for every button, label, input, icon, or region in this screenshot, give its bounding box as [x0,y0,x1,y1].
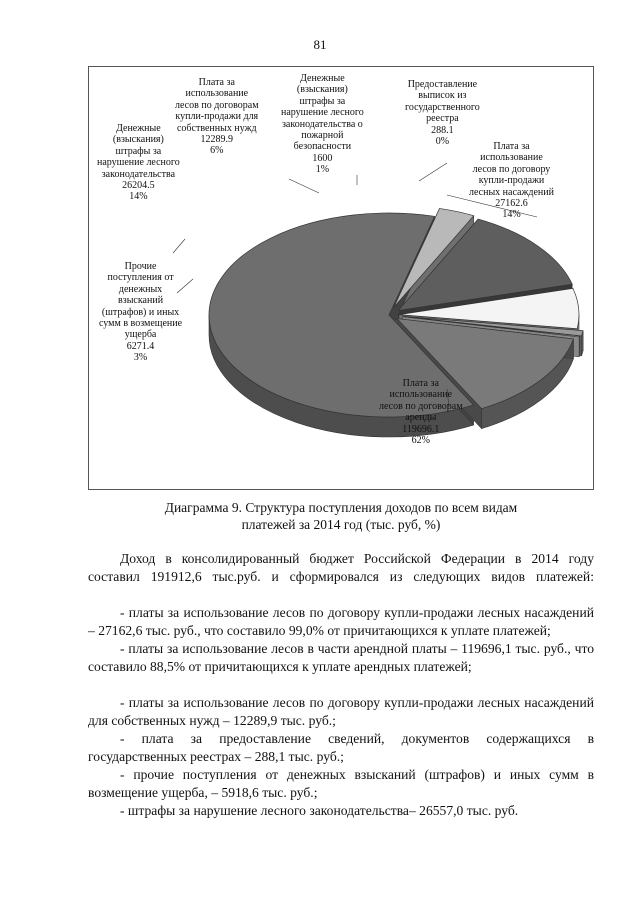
slice-label-line: Плата за [402,378,439,389]
slice-value: 12289.9 [200,134,234,146]
slice-label-line: взысканий [118,295,164,307]
slice-label-other [99,261,182,364]
slice-value: 119696.1 [402,423,440,435]
slice-label-line: Плата за [493,141,530,152]
chart-caption-line1: Диаграмма 9. Структура поступления доходов по всем видам [164,500,518,515]
slice-percent: 62% [411,435,430,447]
slice-label-line: Плата за [198,77,235,88]
slice-label-line: лесных насаждений [469,186,554,198]
slice-label-line: штрафы за [299,95,346,107]
slice-label-line: собственных нужд [176,122,257,134]
slice-label-line: Предоставление [407,79,478,90]
slice-label-line: ущерба [124,329,157,341]
slice-label-line: (взыскания) [296,84,348,96]
slice-label-line: Прочие [124,261,157,272]
slice-percent: 0% [435,136,450,148]
slice-value: 6271.4 [126,340,155,352]
slice-value: 288.1 [431,124,454,136]
slice-label-line: Денежные [300,73,345,84]
leader-line [289,179,319,193]
slice-label-line: нарушение лесного [97,157,180,169]
slice-label-sale [469,141,554,221]
slice-label-lease [379,378,463,446]
chart-caption [88,499,594,533]
slice-label-line: поступления от [107,272,174,284]
paragraph-item-fines: - штрафы за нарушение лесного законодательства– 26557,0 тыс. руб. [120,803,519,818]
paragraph-intro: Доход в консолидированный бюджет Российской Федерации в 2014 году составил 191912,6 тыс.руб. и сформировался из следующих видов платежей: [88,551,594,584]
slice-label-extracts [405,79,480,147]
paragraph-item-extracts: - плата за предоставление сведений, документов содержащихся в государственных реестрах – 288,1 тыс. руб.; [88,731,594,764]
slice-label-line: денежных [118,283,163,295]
slice-label-line: использование [185,88,249,100]
paragraph-item-lease: - платы за использование лесов в части арендной платы – 119696,1 тыс. руб., что составило 88,5% от причитающихся к уплате арендных платежей; [88,641,594,674]
slice-label-line: пожарной [301,130,344,142]
slice-label-line: купли-продажи для [175,111,259,123]
slice-label-line: (взыскания) [112,134,164,146]
slice-label-line: использование [389,389,453,401]
slice-label-line: купли-продажи [478,175,545,187]
slice-label-own-needs [175,77,259,157]
slice-label-line: аренды [405,412,437,424]
slice-label-line: нарушение лесного [281,107,364,119]
paragraph-item-sale: - платы за использование лесов по договору купли-продажи лесных насаждений – 27162,6 тыс. руб., что составило 99,0% от причитающихся к уплате платежей; [88,605,594,638]
slice-label-line: законодательства [101,168,176,180]
slice-value: 1600 [312,152,333,164]
slice-percent: 14% [129,191,148,203]
slice-label-line: реестра [426,113,459,125]
slice-percent: 1% [315,164,330,176]
leader-line [173,239,185,253]
slice-percent: 14% [502,209,521,221]
slice-label-line: штрафы за [115,145,162,157]
paragraph-item-own-needs: - платы за использование лесов по договору купли-продажи лесных насаждений для собственных нужд – 12289,9 тыс. руб.; [88,695,594,728]
slice-label-line: лесов по договорам [175,99,259,111]
paragraph-item-other: - прочие поступления от денежных взысканий (штрафов) и иных сумм в возмещение ущерба, – 5918,6 тыс. руб.; [88,767,594,800]
page-number: 81 [313,37,327,52]
slice-percent: 3% [133,352,148,364]
slice-label-line: законодательства о [281,118,363,130]
slice-label-line: использование [480,152,543,164]
slice-label-line: лесов по договору [472,163,551,175]
chart-caption-line2: платежей за 2014 год (тыс. руб, %) [241,517,441,532]
slice-percent: 6% [210,145,224,157]
slice-label-line: сумм в возмещение [99,318,183,330]
slice-value: 26204.5 [122,180,155,192]
slice-label-line: выписок из [418,90,467,102]
slice-label-line: государственного [405,101,480,113]
slice-label-line: безопасности [293,141,352,153]
slice-label-fines [97,123,180,203]
slice-label-fire-fines [281,73,364,176]
slice-label-line: лесов по договорам [379,400,463,412]
slice-value: 27162.6 [495,198,528,210]
pie-chart [88,66,594,490]
slice-label-line: (штрафов) и иных [101,306,180,318]
leader-line [419,163,447,181]
slice-label-line: Денежные [116,123,161,134]
